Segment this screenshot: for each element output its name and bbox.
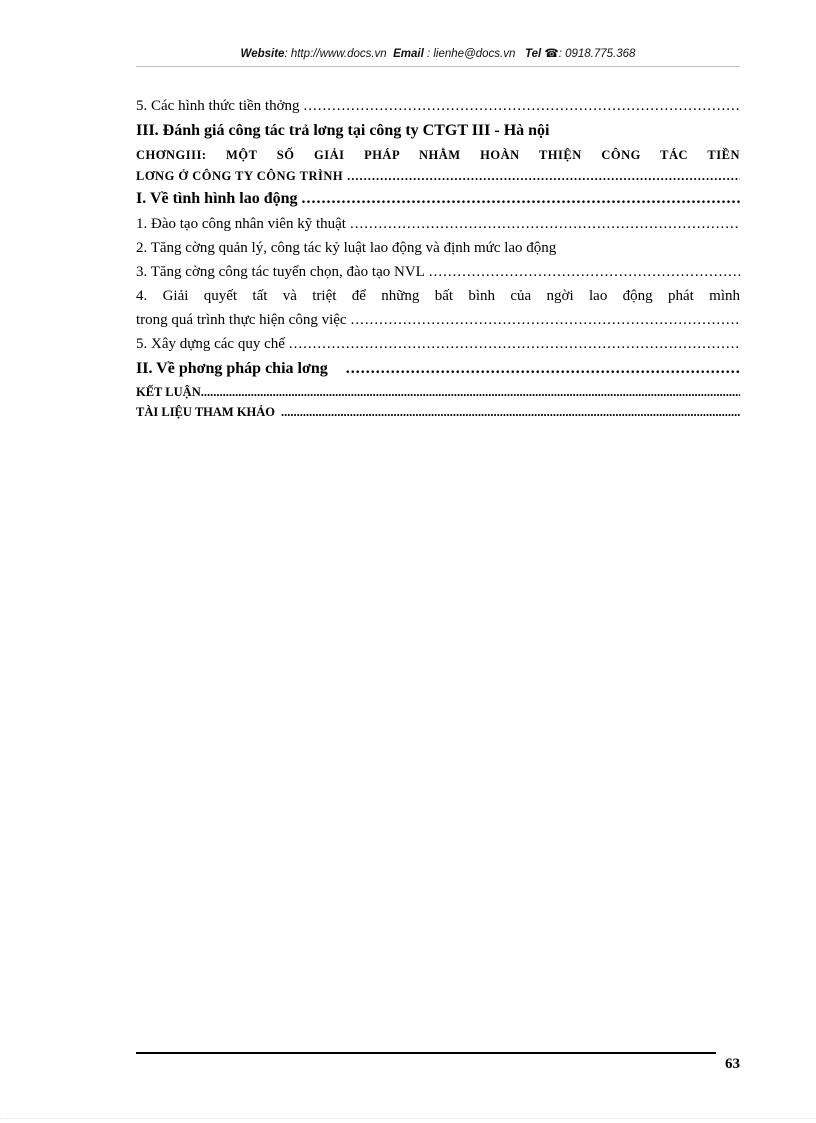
email-label: Email [393,48,424,60]
toc-section-heading [136,356,740,382]
page-header [136,46,740,60]
toc-section-heading [136,186,740,212]
dot-leader [347,166,740,186]
toc-entry-continuation [136,308,740,332]
chapter-heading-continuation [136,166,740,186]
toc-entry [136,94,740,118]
toc-entry-conclusion [136,382,740,402]
phone-icon: ☎ [544,48,559,60]
toc-entry-label: TÀI LIỆU THAM KHẢO [136,405,276,419]
toc-entry [136,332,740,356]
toc-entry-label: I. Về tình hình lao động [136,190,298,207]
dot-leader [289,332,740,356]
toc-entry [136,212,740,236]
toc-entry-multiline [136,284,740,308]
header-divider [136,66,740,67]
tel-value: : 0918.775.368 [558,48,636,60]
website-label: Website [240,48,285,60]
dot-leader [351,308,740,332]
toc-entry-label: 2. Tăng cờng quản lý, công tác kỷ luật lao động và định mức lao động [136,240,557,256]
chapter-heading-line2: LƠNG Ở CÔNG TY CÔNG TRÌNH [136,169,344,183]
toc-entry-label: 5. Các hình thức tiền thởng [136,98,300,114]
dot-leader [201,382,740,402]
dot-leader [281,402,740,422]
toc-entry [136,236,740,260]
toc-entry-label: trong quá trình thực hiện công việc [136,312,347,328]
dot-leader [304,94,740,118]
toc-entry-label: 3. Tăng cờng công tác tuyển chọn, đào tạo NVL [136,264,425,280]
website-value: : http://www.docs.vn [284,48,387,60]
email-value: : lienhe@docs.vn [426,48,516,60]
table-of-contents [136,94,740,422]
tel-label: Tel [524,48,542,60]
toc-entry-label: KẾT LUẬN [136,385,201,399]
toc-entry [136,260,740,284]
dot-leader [346,356,740,382]
dot-leader [350,212,740,236]
toc-section-heading [136,118,740,144]
dot-leader [429,260,740,284]
toc-entry-label: III. Đánh giá công tác trả lơng tại công ty CTGT III - Hà nội [136,122,550,139]
toc-entry-label: 5. Xây dựng các quy chế [136,336,285,352]
chapter-heading-line1: CHƠNGIII: MỘT SỐ GIẢI PHÁP NHẰM HOÀN THIỆN CÔNG TÁC TIỀN [136,148,740,162]
toc-entry-references [136,402,740,422]
dot-leader [302,186,740,212]
toc-entry-label: 1. Đào tạo công nhân viên kỹ thuật [136,216,346,232]
page-number: 63 [725,1056,740,1072]
page-bottom-edge [0,1118,816,1119]
chapter-heading [136,144,740,166]
toc-entry-label: 4. Giải quyết tất và triệt để những bất bình của ngời lao động phát mình [136,288,740,304]
toc-entry-label: II. Về phơng pháp chia lơng [136,360,328,377]
footer-divider [136,1052,716,1054]
